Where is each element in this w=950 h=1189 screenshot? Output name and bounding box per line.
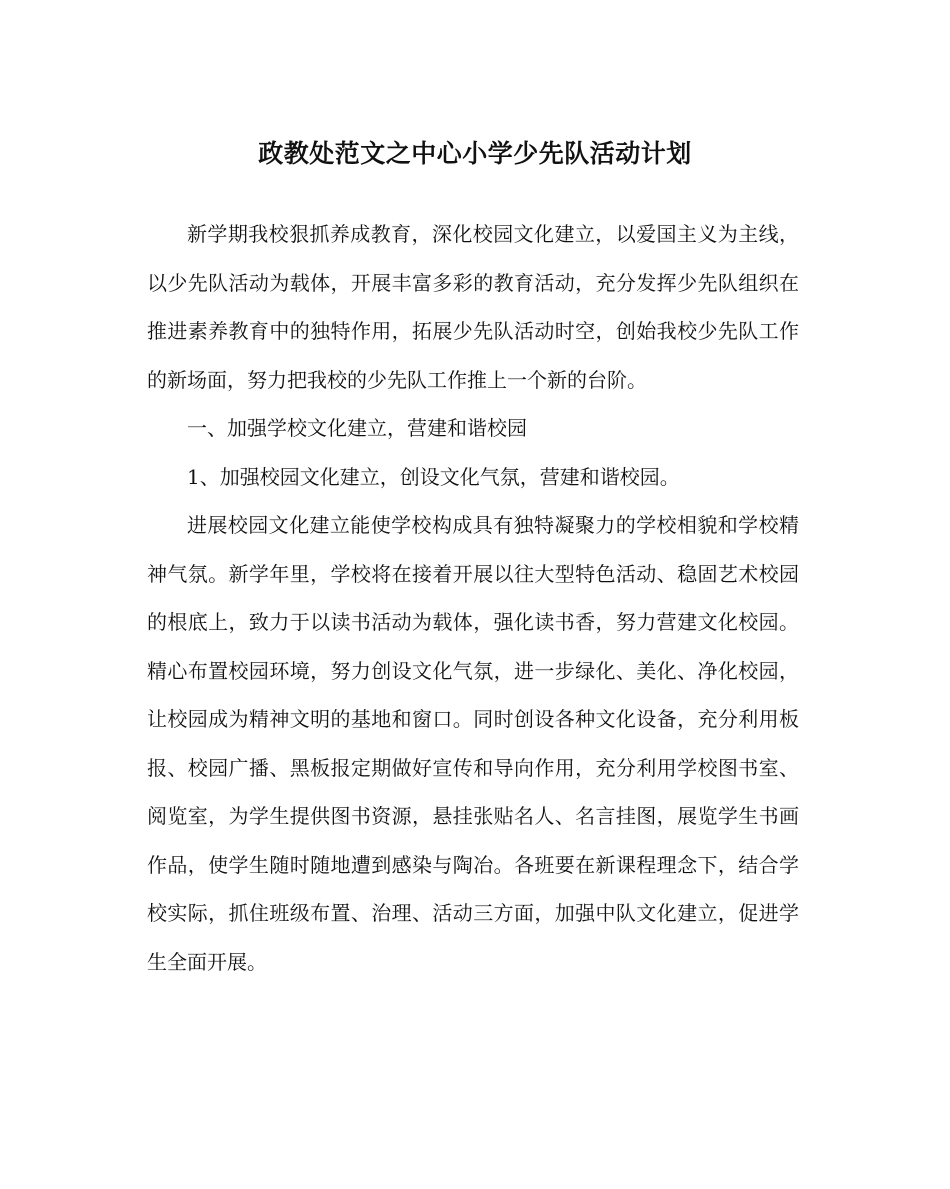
section-heading: 一、加强学校文化建立，营建和谐校园 (187, 416, 527, 440)
subsection-heading: 1、加强校园文化建立，创设文化气氛，营建和谐校园。 (187, 464, 680, 489)
document-title: 政教处范文之中心小学少先队活动计划 (258, 139, 692, 168)
subsection-paragraph: 进展校园文化建立能使学校构成具有独特凝聚力的学校相貌和学校精神气氛。新学年里，学校将在接着开展以往大型特色活动、稳固艺术校园的根底上，致力于以读书活动为载体，强化读书香，努力营建文化校园。精心布置校园环境，努力创设文化气氛，进一步绿化、美化、净化校园，让校园成为精神文明的基地和窗口。同时创设各种文化设备，充分利用板报、校园广播、黑板报定期做好宣传和导向作用，充分利用学校图书室、阅览室，为学生提供图书资源，悬挂张贴名人、名言挂图，展览学生书画作品，使学生随时随地遭到感染与陶冶。各班要在新课程理念下，结合学校实际，抓住班级布置、治理、活动三方面，加强中队文化建立，促进学生全面开展。 (147, 513, 799, 974)
document-body (147, 210, 799, 986)
intro-paragraph: 新学期我校狠抓养成教育，深化校园文化建立，以爱国主义为主线，以少先队活动为载体，开展丰富多彩的教育活动，充分发挥少先队组织在推进素养教育中的独特作用，拓展少先队活动时空，创始我校少先队工作的新场面，努力把我校的少先队工作推上一个新的台阶。 (147, 222, 799, 392)
